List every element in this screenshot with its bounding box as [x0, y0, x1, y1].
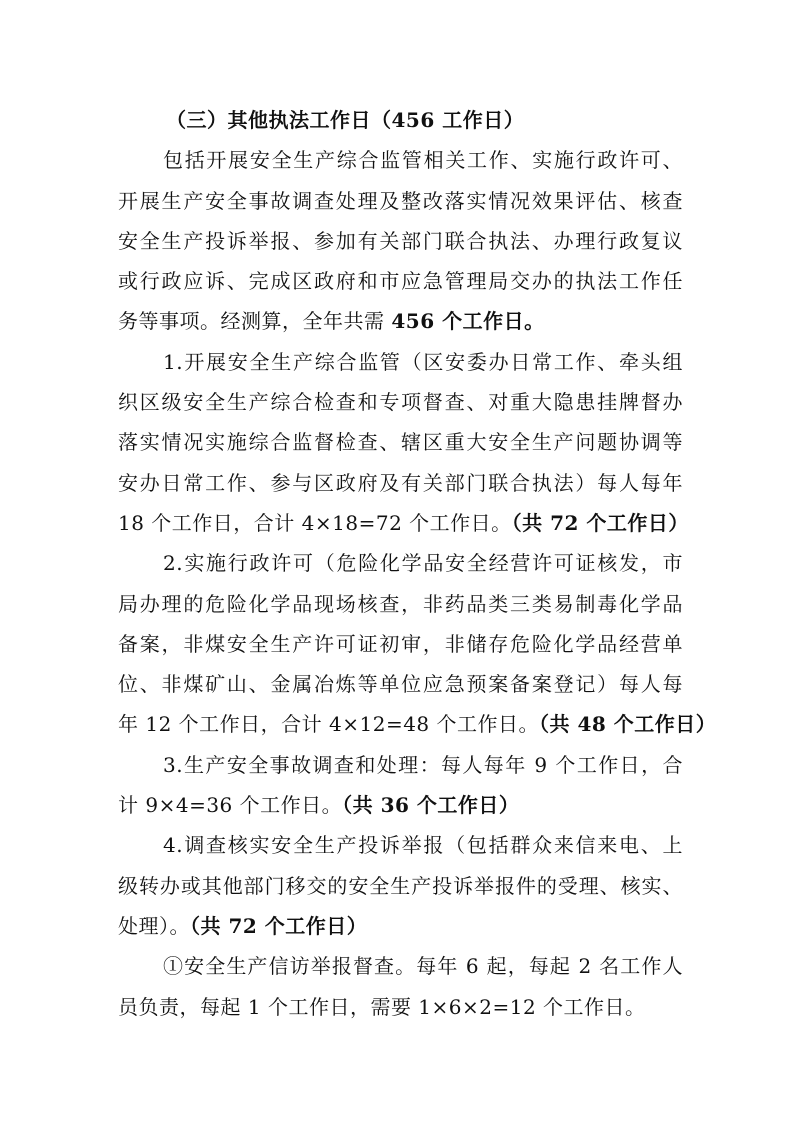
subtotal-emphasis: （共 72 个工作日） — [511, 510, 689, 535]
paragraph-text: 18 个工作日，合计 4×18=72 个工作日。 — [118, 510, 512, 535]
paragraph-line — [118, 301, 683, 341]
paragraph-line: 备案，非煤安全生产许可证初审，非储存危险化学品经营单 — [118, 631, 683, 656]
paragraph-line: 织区级安全生产综合检查和专项督查、对重大隐患挂牌督办 — [118, 390, 683, 415]
paragraph-item-1 — [118, 342, 689, 543]
subtotal-emphasis: （共 48 个工作日） — [539, 712, 717, 737]
paragraph-line: 1.开展安全生产综合监管（区安委办日常工作、牵头组 — [163, 349, 683, 374]
paragraph-line — [118, 785, 683, 825]
paragraph-line — [118, 906, 683, 946]
paragraph-line: 或行政应诉、完成区政府和市应急管理局交办的执法工作任 — [118, 269, 683, 294]
paragraph-line: 位、非煤矿山、金属冶炼等单位应急预案备案登记）每人每 — [118, 672, 683, 697]
paragraph-line: 安办日常工作、参与区政府及有关部门联合执法）每人每年 — [118, 470, 683, 495]
section-heading: （三）其他执法工作日（456 工作日） — [166, 108, 525, 132]
paragraph-text: 计 9×4=36 个工作日。 — [118, 793, 343, 818]
paragraph-text: 处理）。 — [118, 913, 190, 938]
paragraph-line: 级转办或其他部门移交的安全生产投诉举报件的受理、核实、 — [118, 873, 683, 898]
paragraph-line: 安全生产投诉举报、参加有关部门联合执法、办理行政复议 — [118, 228, 683, 253]
paragraph-item-4 — [118, 825, 683, 946]
document-body — [118, 100, 717, 1027]
paragraph-line: 3.生产安全事故调查和处理：每人每年 9 个工作日，合 — [163, 752, 683, 777]
paragraph-scope — [118, 140, 683, 341]
paragraph-line: 开展生产安全事故调查处理及整改落实情况效果评估、核查 — [118, 188, 683, 213]
paragraph-item-2 — [118, 543, 717, 744]
subtotal-emphasis: （共 72 个工作日） — [190, 913, 368, 938]
paragraph-line: ①安全生产信访举报督查。每年 6 起，每起 2 名工作人 — [163, 954, 683, 979]
paragraph-line — [118, 704, 717, 744]
paragraph-item-3 — [118, 745, 683, 826]
paragraph-line: 包括开展安全生产综合监管相关工作、实施行政许可、 — [163, 148, 683, 173]
paragraph-line: 员负责，每起 1 个工作日，需要 1×6×2=12 个工作日。 — [118, 994, 646, 1019]
paragraph-text: 年 12 个工作日，合计 4×12=48 个工作日。 — [118, 712, 540, 737]
paragraph-line: 2.实施行政许可（危险化学品安全经营许可证核发，市 — [163, 551, 683, 576]
paragraph-text: 务等事项。经测算，全年共需 — [118, 309, 392, 334]
subtotal-emphasis: （共 36 个工作日） — [342, 793, 520, 818]
paragraph-subitem-1 — [118, 946, 683, 1027]
paragraph-line: 局办理的危险化学品现场核查，非药品类三类易制毒化学品 — [118, 591, 683, 616]
paragraph-line: 4.调查核实安全生产投诉举报（包括群众来信来电、上 — [163, 833, 683, 858]
total-days-emphasis: 456 个工作日。 — [391, 309, 545, 334]
paragraph-line — [118, 503, 689, 543]
paragraph-line: 落实情况实施综合监督检查、辖区重大安全生产问题协调等 — [118, 430, 683, 455]
